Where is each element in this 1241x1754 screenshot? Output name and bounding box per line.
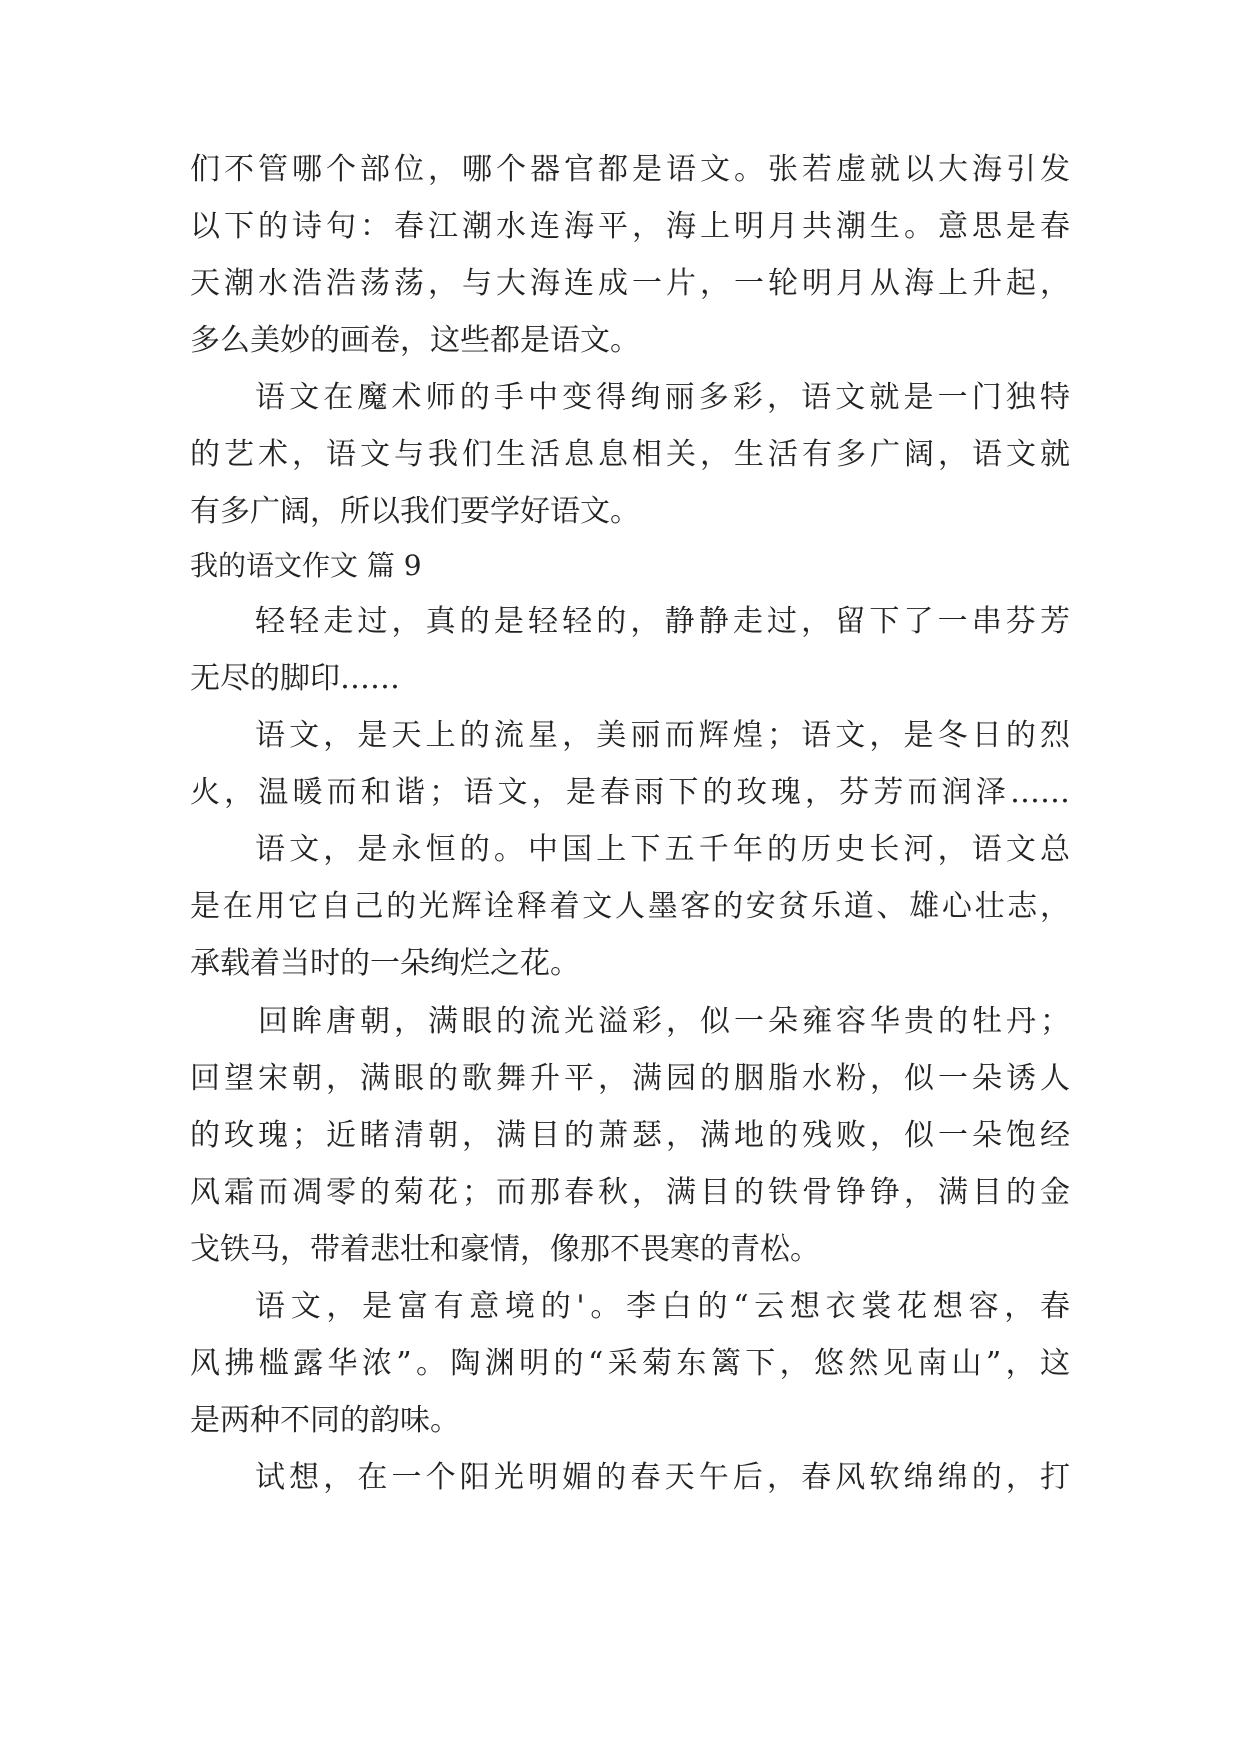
text-line: 有多广阔，所以我们要学好语文。	[190, 494, 640, 529]
text-line: 火，温暖而和谐；语文，是春雨下的玫瑰，芬芳而润泽……	[190, 775, 1070, 810]
paragraph-first-line: 语文，是天上的流星，美丽而辉煌；语文，是冬日的烈	[255, 718, 1070, 753]
text-line: 戈铁马，带着悲壮和豪情，像那不畏寒的青松。	[190, 1232, 820, 1267]
text-line: 是在用它自己的光辉诠释着文人墨客的安贫乐道、雄心壮志，	[190, 889, 1070, 924]
text-line: 们不管哪个部位，哪个器官都是语文。张若虚就以大海引发	[190, 152, 1070, 187]
text-line: 风拂槛露华浓”。陶渊明的“采菊东篱下，悠然见南山”，这	[190, 1346, 1070, 1381]
paragraph-first-line: 回眸唐朝，满眼的流光溢彩，似一朵雍容华贵的牡丹；	[258, 1004, 1070, 1039]
paragraph-first-line: 语文，是富有意境的'。李白的“云想衣裳花想容，春	[255, 1289, 1070, 1324]
text-line: 天潮水浩浩荡荡，与大海连成一片，一轮明月从海上升起，	[190, 266, 1070, 301]
paragraph-first-line: 语文在魔术师的手中变得绚丽多彩，语文就是一门独特	[255, 380, 1070, 415]
text-line: 是两种不同的韵味。	[190, 1403, 460, 1438]
section-heading: 我的语文作文 篇 9	[190, 549, 422, 582]
paragraph-first-line: 轻轻走过，真的是轻轻的，静静走过，留下了一串芬芳	[255, 604, 1070, 639]
text-line: 多么美妙的画卷，这些都是语文。	[190, 323, 640, 358]
paragraph-first-line: 试想，在一个阳光明媚的春天午后，春风软绵绵的，打	[255, 1460, 1070, 1495]
text-line: 的玫瑰；近睹清朝，满目的萧瑟，满地的残败，似一朵饱经	[190, 1118, 1070, 1153]
text-line: 的艺术，语文与我们生活息息相关，生活有多广阔，语文就	[190, 437, 1070, 472]
text-line: 无尽的脚印……	[190, 661, 400, 696]
text-line: 以下的诗句：春江潮水连海平，海上明月共潮生。意思是春	[190, 209, 1070, 244]
text-line: 风霜而凋零的菊花；而那春秋，满目的铁骨铮铮，满目的金	[190, 1175, 1070, 1210]
paragraph-first-line: 语文，是永恒的。中国上下五千年的历史长河，语文总	[255, 832, 1070, 867]
text-line: 回望宋朝，满眼的歌舞升平，满园的胭脂水粉，似一朵诱人	[190, 1061, 1070, 1096]
text-line: 承载着当时的一朵绚烂之花。	[190, 946, 580, 981]
